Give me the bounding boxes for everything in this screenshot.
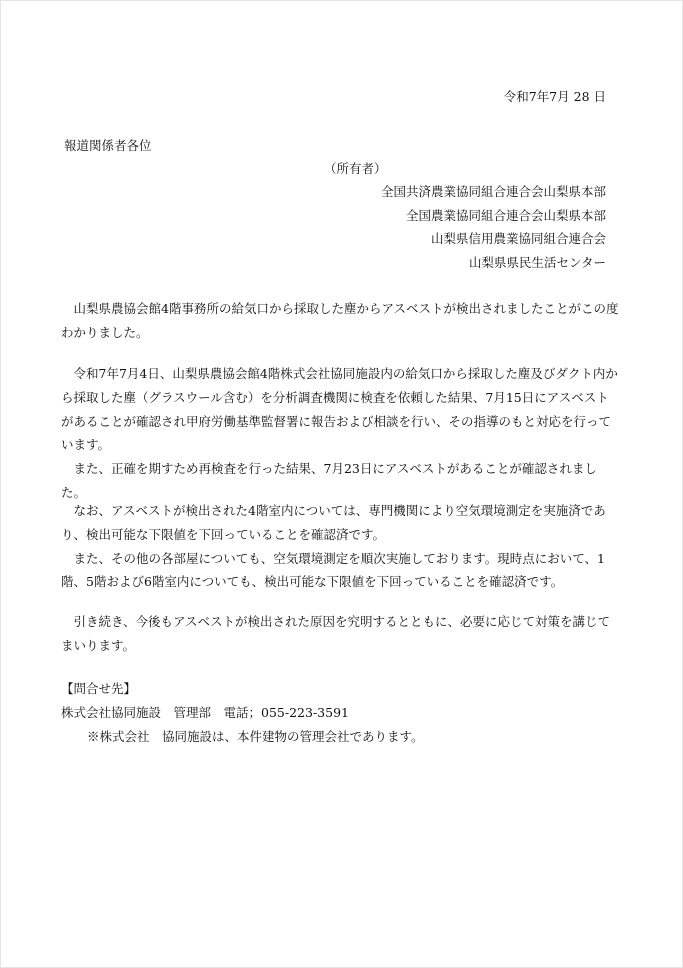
release-date: 令和7年7月 28 日	[503, 89, 606, 104]
summary-text: 山梨県農協会館4階事務所の給気口から採取した塵からアスベストが検出されましたことがこの度わかりました。	[61, 301, 619, 340]
contact-note: ※株式会社 協同施設は、本件建物の管理会社であります。	[87, 729, 424, 744]
measurement-4f-text: なお、アスベストが検出された4階室内については、専門機関により空気環境測定を実施済であり、検出可能な下限値を下回っていることを確認済です。	[61, 503, 606, 542]
issuer-block	[306, 157, 606, 274]
issuer-org-1: 全国共済農業協同組合連合会山梨県本部	[380, 184, 606, 199]
contact-heading: 【問合せ先】	[61, 681, 137, 696]
paragraph-closing	[61, 610, 621, 658]
contact-line: 株式会社協同施設 管理部 電話；055-223-3591	[61, 705, 349, 720]
closing-text: 引き続き、今後もアスベストが検出された原因を究明するとともに、必要に応じて対策を講じてまいります。	[61, 614, 611, 653]
recheck-text: また、正確を期すため再検査を行った結果、7月23日にアスベストがあることが確認されました。	[61, 461, 597, 500]
details-text: 令和7年7月4日、山梨県農協会館4階株式会社協同施設内の給気口から採取した塵及びダクト内から採取した塵（グラスウール含む）を分析調査機関に検査を依頼した結果、7月15日にアスベストがあることが確認され甲府労働基準監督署に報告および相談を行い、その指導のもと対応を行っています。	[61, 366, 618, 453]
paragraph-details	[61, 362, 621, 505]
issuer-org-2: 全国農業協同組合連合会山梨県本部	[405, 207, 606, 223]
measurement-other-text: また、その他の各部屋についても、空気環境測定を順次実施しております。現時点において、1階、5階および6階室内についても、検出可能な下限値を下回っていることを確認済です。	[61, 550, 605, 590]
issuer-org-3: 山梨県信用農業協同組合連合会	[430, 231, 606, 246]
paragraph-measurement	[61, 499, 621, 594]
contact-block	[61, 677, 424, 749]
addressee: 報道関係者各位	[64, 138, 152, 153]
paragraph-summary	[61, 297, 621, 345]
issuer-label: （所有者）	[324, 161, 387, 176]
issuer-org-4: 山梨県県民生活センター	[468, 254, 606, 270]
